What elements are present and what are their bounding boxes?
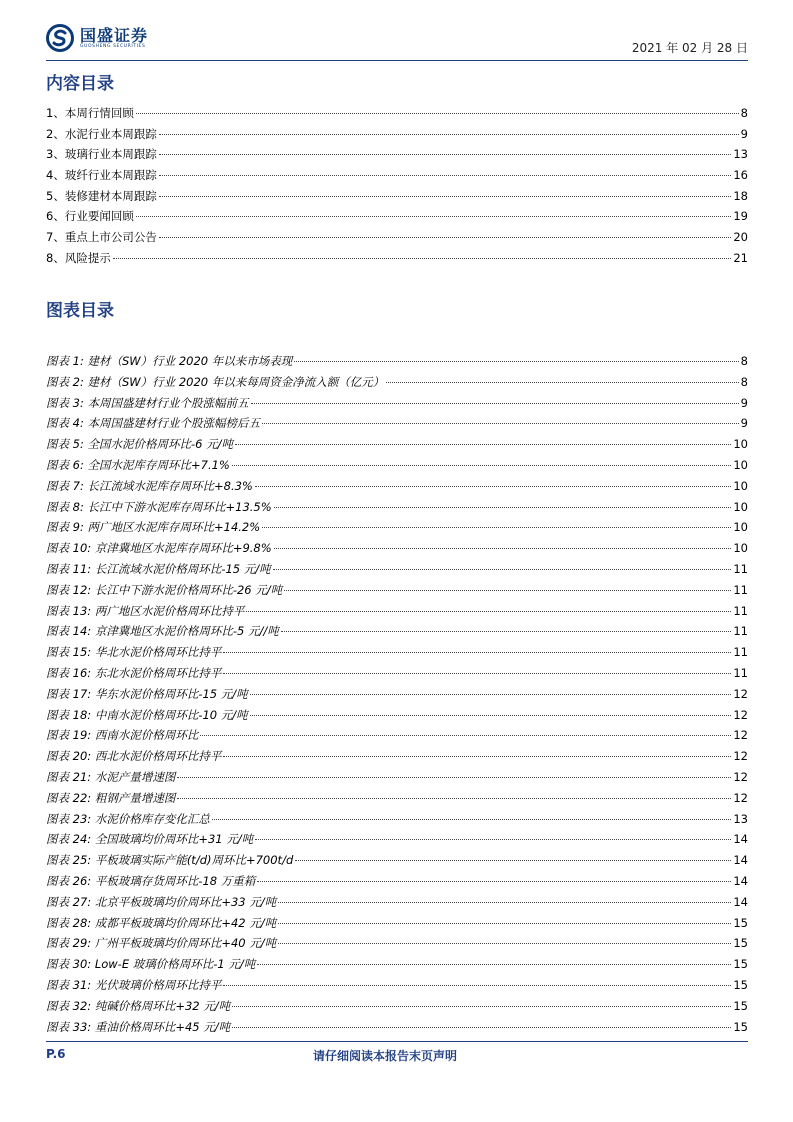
dot-leader: [273, 569, 732, 570]
dot-leader: [250, 694, 732, 695]
contents-entry[interactable]: [46, 186, 748, 207]
figure-entry-label: 图表 4: 本周国盛建材行业个股涨幅榜后五: [46, 416, 261, 431]
figure-entry[interactable]: [46, 954, 748, 975]
dot-leader: [223, 985, 731, 986]
dot-leader: [278, 943, 731, 944]
figure-entry[interactable]: [46, 621, 748, 642]
figure-entry[interactable]: [46, 975, 748, 996]
figure-entry-page-number: 11: [733, 665, 748, 680]
figure-entry-label: 图表 22: 粗钢产量增速图: [46, 790, 176, 805]
dot-leader: [250, 715, 732, 716]
figure-entry-label: 图表 26: 平板玻璃存货周环比-18 万重箱: [46, 873, 256, 888]
figure-entry-label: 图表 31: 光伏玻璃价格周环比持平: [46, 977, 222, 992]
figure-entry[interactable]: [46, 497, 748, 518]
figure-entry-label: 图表 1: 建材（SW）行业 2020 年以来市场表现: [46, 354, 293, 368]
figure-entry-label: 图表 8: 长江中下游水泥库存周环比+13.5%: [46, 499, 272, 514]
dot-leader: [159, 134, 739, 135]
dot-leader: [255, 839, 731, 840]
figure-entry-page-number: 8: [740, 374, 748, 389]
contents-entry-page-number: 19: [733, 209, 748, 224]
figure-entry[interactable]: [46, 829, 748, 850]
contents-entry-page-number: 9: [740, 126, 748, 141]
figure-entry-label: 图表 23: 水泥价格库存变化汇总: [46, 811, 210, 826]
contents-entry[interactable]: [46, 206, 748, 227]
contents-entry-page-number: 21: [733, 250, 748, 265]
contents-entry-label: 3、玻璃行业本周跟踪: [46, 147, 157, 162]
contents-entry[interactable]: [46, 248, 748, 269]
figures-title: 图表目录: [46, 301, 114, 321]
figure-entry-page-number: 10: [733, 457, 748, 472]
figure-entry-label: 图表 7: 长江流域水泥库存周环比+8.3%: [46, 478, 253, 493]
figure-entry-page-number: 14: [733, 894, 748, 909]
figure-entry-page-number: 15: [733, 977, 748, 992]
figure-entry-page-number: 11: [733, 645, 748, 660]
figure-entry[interactable]: [46, 393, 748, 414]
contents-entry-label: 8、风险提示: [46, 250, 111, 265]
figure-entry-label: 图表 33: 重油价格周环比+45 元/吨: [46, 1019, 231, 1034]
contents-entry-label: 4、玻纤行业本周跟踪: [46, 168, 157, 183]
dot-leader: [235, 444, 731, 445]
guosheng-logo-icon: [46, 24, 74, 52]
header-divider: [46, 60, 748, 61]
figure-entry[interactable]: [46, 434, 748, 455]
figure-entry-label: 图表 24: 全国玻璃均价周环比+31 元/吨: [46, 832, 254, 847]
figure-entry-page-number: 15: [733, 998, 748, 1013]
figure-entry-label: 图表 17: 华东水泥价格周环比-15 元/吨: [46, 686, 248, 701]
figures-list: [46, 351, 748, 1037]
figure-entry-page-number: 10: [733, 541, 748, 556]
figure-entry[interactable]: [46, 767, 748, 788]
contents-list: [46, 103, 748, 269]
figure-entry-page-number: 12: [733, 769, 748, 784]
dot-leader: [113, 258, 732, 259]
contents-entry-label: 7、重点上市公司公告: [46, 230, 157, 245]
figure-entry-label: 图表 29: 广州平板玻璃均价周环比+40 元/吨: [46, 936, 277, 951]
figure-entry-page-number: 10: [733, 437, 748, 452]
dot-leader: [284, 590, 731, 591]
company-logo: [46, 24, 148, 52]
figure-entry-page-number: 12: [733, 686, 748, 701]
footer-divider: [46, 1041, 748, 1042]
dot-leader: [246, 611, 731, 612]
figure-entry-page-number: 12: [733, 728, 748, 743]
figure-entry[interactable]: [46, 705, 748, 726]
contents-entry-page-number: 13: [733, 147, 748, 162]
page-number: P.6: [46, 1047, 66, 1061]
figure-entry-page-number: 10: [733, 520, 748, 535]
dot-leader: [295, 860, 731, 861]
figure-entry-label: 图表 30: Low-E 玻璃价格周环比-1 元/吨: [46, 957, 256, 972]
disclaimer-note: 请仔细阅读本报告末页声明: [313, 1049, 458, 1063]
dot-leader: [159, 196, 732, 197]
dot-leader: [136, 113, 739, 114]
figure-entry[interactable]: [46, 725, 748, 746]
logo-chinese-name: 国盛证券: [80, 25, 149, 45]
figure-entry[interactable]: [46, 788, 748, 809]
figure-entry-page-number: 15: [733, 1019, 748, 1034]
figure-entry-label: 图表 20: 西北水泥价格周环比持平: [46, 749, 222, 764]
dot-leader: [232, 1027, 731, 1028]
figure-entry[interactable]: [46, 663, 748, 684]
contents-entry-label: 6、行业要闻回顾: [46, 209, 134, 224]
dot-leader: [251, 403, 739, 404]
dot-leader: [223, 673, 731, 674]
dot-leader: [274, 507, 732, 508]
dot-leader: [262, 527, 731, 528]
figure-entry[interactable]: [46, 1017, 748, 1038]
dot-leader: [223, 756, 731, 757]
figure-entry-page-number: 9: [740, 395, 748, 410]
contents-entry-page-number: 18: [733, 188, 748, 203]
contents-entry[interactable]: [46, 144, 748, 165]
figure-entry[interactable]: [46, 913, 748, 934]
figure-entry-page-number: 11: [733, 561, 748, 576]
contents-entry[interactable]: [46, 227, 748, 248]
figure-entry-page-number: 12: [733, 749, 748, 764]
figure-entry[interactable]: [46, 892, 748, 913]
dot-leader: [159, 237, 732, 238]
dot-leader: [159, 175, 732, 176]
dot-leader: [257, 881, 731, 882]
figure-entry-page-number: 14: [733, 832, 748, 847]
figure-entry[interactable]: [46, 850, 748, 871]
contents-entry-page-number: 16: [733, 168, 748, 183]
figure-entry-label: 图表 9: 两广地区水泥库存周环比+14.2%: [46, 520, 261, 535]
contents-entry[interactable]: [46, 124, 748, 145]
figure-entry-page-number: 14: [733, 853, 748, 868]
figure-entry-label: 图表 19: 西南水泥价格周环比: [46, 728, 199, 743]
contents-entry-page-number: 8: [740, 106, 748, 120]
report-date: 2021 年 02 月 28 日: [631, 41, 748, 55]
figure-entry[interactable]: [46, 871, 748, 892]
dot-leader: [200, 735, 731, 736]
figure-entry[interactable]: [46, 996, 748, 1017]
figure-entry-label: 图表 12: 长江中下游水泥价格周环比-26 元/吨: [46, 582, 283, 597]
figure-entry-page-number: 15: [733, 957, 748, 972]
figure-entry-page-number: 14: [733, 873, 748, 888]
figure-entry-page-number: 10: [733, 478, 748, 493]
figure-entry-page-number: 9: [740, 416, 748, 431]
figure-entry[interactable]: [46, 580, 748, 601]
dot-leader: [136, 216, 732, 217]
figure-entry[interactable]: [46, 684, 748, 705]
figure-entry-label: 图表 25: 平板玻璃实际产能(t/d)周环比+700t/d: [46, 853, 294, 868]
figure-entry[interactable]: [46, 413, 748, 434]
figure-entry-page-number: 10: [733, 499, 748, 514]
contents-entry-page-number: 20: [733, 230, 748, 245]
dot-leader: [223, 652, 731, 653]
figure-entry-page-number: 11: [733, 603, 748, 618]
dot-leader: [232, 1006, 731, 1007]
figure-entry-label: 图表 21: 水泥产量增速图: [46, 769, 176, 784]
contents-entry[interactable]: [46, 165, 748, 186]
figure-entry[interactable]: [46, 476, 748, 497]
page-header: [46, 24, 748, 60]
figure-entry-page-number: 12: [733, 707, 748, 722]
dot-leader: [177, 798, 731, 799]
figure-entry-page-number: 13: [733, 811, 748, 826]
figure-entry[interactable]: [46, 746, 748, 767]
dot-leader: [278, 923, 731, 924]
figure-entry-label: 图表 2: 建材（SW）行业 2020 年以来每周资金净流入额（亿元）: [46, 374, 385, 389]
figure-entry[interactable]: [46, 601, 748, 622]
dot-leader: [255, 486, 732, 487]
contents-title: 内容目录: [46, 74, 114, 94]
figure-entry[interactable]: [46, 372, 748, 393]
dot-leader: [177, 777, 731, 778]
figure-entry[interactable]: [46, 538, 748, 559]
figure-entry-label: 图表 3: 本周国盛建材行业个股涨幅前五: [46, 395, 249, 410]
contents-entry-label: 5、装修建材本周跟踪: [46, 188, 157, 203]
dot-leader: [278, 902, 731, 903]
dot-leader: [281, 631, 732, 632]
logo-english-name: GUOSHENG SECURITIES: [80, 43, 146, 49]
figure-entry-label: 图表 28: 成都平板玻璃均价周环比+42 元/吨: [46, 915, 277, 930]
dot-leader: [159, 154, 732, 155]
figure-entry-page-number: 8: [740, 354, 748, 368]
contents-entry-label: 2、水泥行业本周跟踪: [46, 126, 157, 141]
dot-leader: [212, 819, 732, 820]
figure-entry[interactable]: [46, 642, 748, 663]
figure-entry-label: 图表 32: 纯碱价格周环比+32 元/吨: [46, 998, 231, 1013]
figure-entry-label: 图表 18: 中南水泥价格周环比-10 元/吨: [46, 707, 248, 722]
figure-entry[interactable]: [46, 351, 748, 372]
dot-leader: [294, 361, 738, 362]
figure-entry[interactable]: [46, 559, 748, 580]
contents-entry[interactable]: [46, 103, 748, 124]
figure-entry-label: 图表 27: 北京平板玻璃均价周环比+33 元/吨: [46, 894, 277, 909]
figure-entry[interactable]: [46, 809, 748, 830]
dot-leader: [386, 382, 738, 383]
contents-entry-label: 1、本周行情回顾: [46, 106, 134, 120]
figure-entry[interactable]: [46, 517, 748, 538]
dot-leader: [274, 548, 732, 549]
figure-entry-label: 图表 13: 两广地区水泥价格周环比持平: [46, 603, 245, 618]
figure-entry-page-number: 15: [733, 936, 748, 951]
figure-entry-page-number: 11: [733, 582, 748, 597]
dot-leader: [232, 465, 732, 466]
figure-entry[interactable]: [46, 933, 748, 954]
figure-entry-label: 图表 14: 京津冀地区水泥价格周环比-5 元//吨: [46, 624, 279, 639]
figure-entry-label: 图表 16: 东北水泥价格周环比持平: [46, 665, 222, 680]
figure-entry-label: 图表 15: 华北水泥价格周环比持平: [46, 645, 222, 660]
figure-entry-page-number: 12: [733, 790, 748, 805]
figure-entry-label: 图表 10: 京津冀地区水泥库存周环比+9.8%: [46, 541, 272, 556]
figure-entry-label: 图表 11: 长江流域水泥价格周环比-15 元/吨: [46, 561, 271, 576]
figure-entry[interactable]: [46, 455, 748, 476]
dot-leader: [257, 964, 731, 965]
figure-entry-label: 图表 6: 全国水泥库存周环比+7.1%: [46, 457, 230, 472]
figure-entry-page-number: 15: [733, 915, 748, 930]
figure-entry-page-number: 11: [733, 624, 748, 639]
dot-leader: [262, 423, 739, 424]
figure-entry-label: 图表 5: 全国水泥价格周环比-6 元/吨: [46, 437, 233, 452]
